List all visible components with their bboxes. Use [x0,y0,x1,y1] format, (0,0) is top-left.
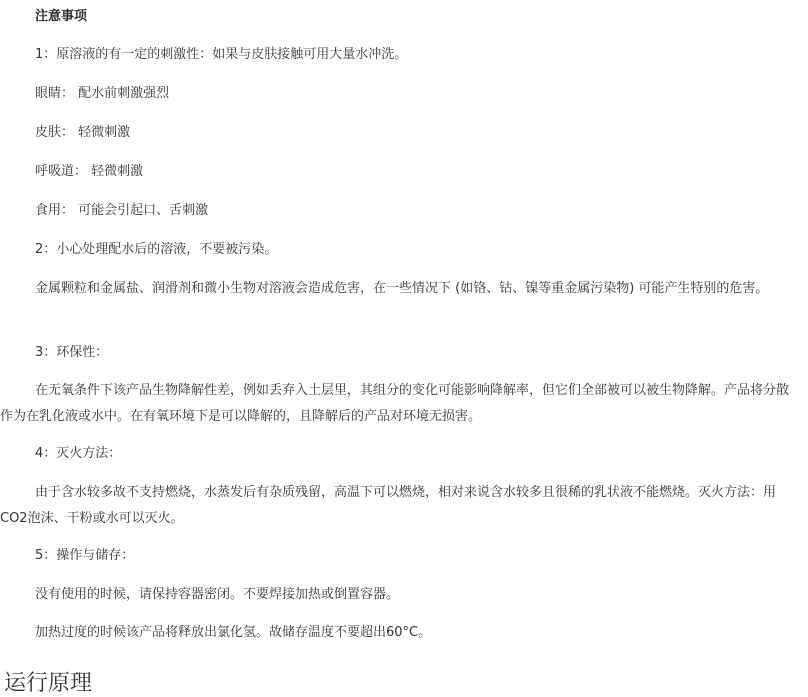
paragraph-metals: 金属颗粒和金属盐、润滑剂和微小生物对溶液会造成危害，在一些情况下 (如铬、钴、镍等重金属污染物) 可能产生特别的危害。 [35,281,769,296]
paragraph-1: 1：原溶液的有一定的刺激性：如果与皮肤接触可用大量水冲洗。 [35,47,408,62]
paragraph-4: 4：灭火方法： [35,446,122,461]
next-section-heading: 运行原理 [4,671,93,696]
paragraph-storage: 没有使用的时候，请保持容器密闭。不要焊接加热或倒置容器。 [35,587,400,602]
paragraph-respiratory: 呼吸道： 轻微刺激 [35,164,144,179]
section-title: 注意事项 [35,9,88,24]
paragraph-eyes: 眼睛： 配水前刺激强烈 [35,86,170,101]
paragraph-heating: 加热过度的时候该产品将释放出氯化氢。故储存温度不要超出60°C。 [35,625,432,640]
paragraph-fire: 由于含水较多故不支持燃烧，水蒸发后有杂质残留，高温下可以燃烧，相对来说含水较多且很稀的乳状液不能燃烧。灭火方法：用CO2泡沫、干粉或水可以灭火。 [0,485,777,526]
paragraph-5: 5：操作与储存： [35,548,135,563]
paragraph-biodegradation: 在无氧条件下该产品生物降解性差，例如丢弃入土层里，其组分的变化可能影响降解率，但它们全部被可以被生物降解。产品将分散作为在乳化液或水中。在有氧环境下是可以降解的，且降解后的产品对环境无损害。 [0,383,790,424]
paragraph-skin: 皮肤： 轻微刺激 [35,125,131,140]
paragraph-2: 2：小心处理配水后的溶液，不要被污染。 [35,242,278,257]
paragraph-ingestion: 食用： 可能会引起口、舌刺激 [35,203,209,218]
paragraph-3: 3：环保性： [35,345,109,360]
